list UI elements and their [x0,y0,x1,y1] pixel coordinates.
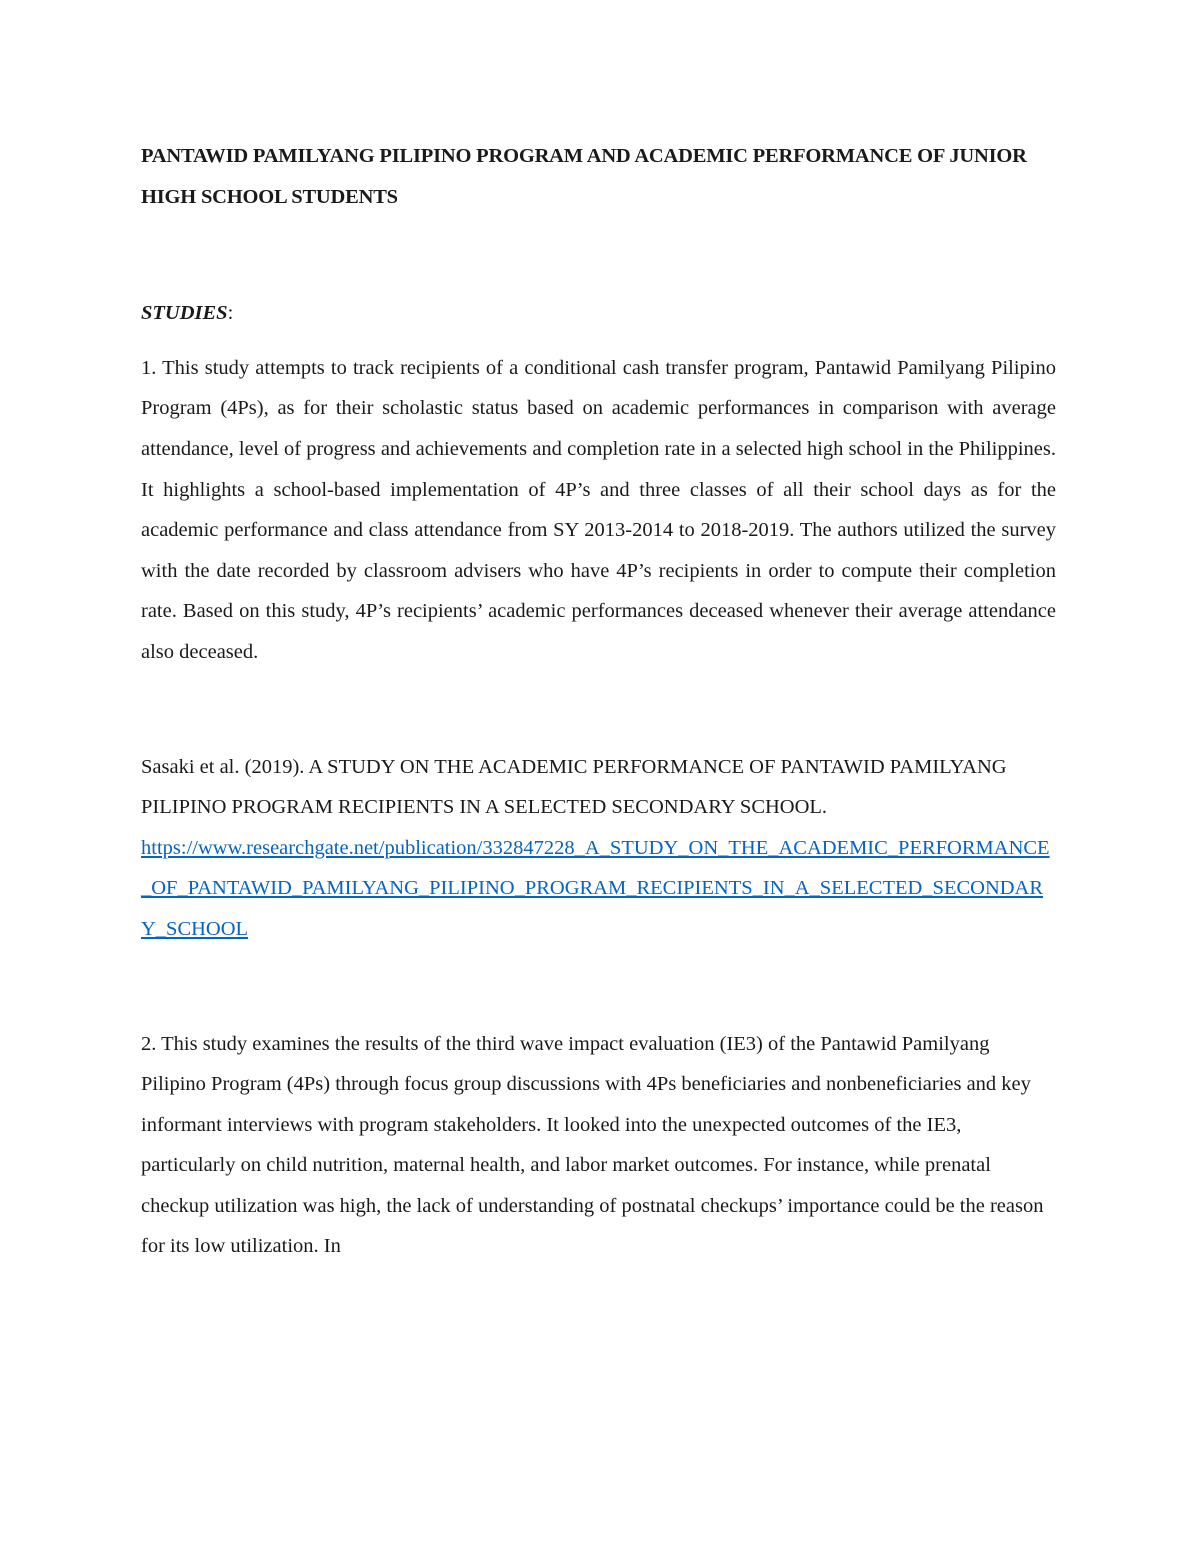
document-title: PANTAWID PAMILYANG PILIPINO PROGRAM AND ACADEMIC PERFORMANCE OF JUNIOR HIGH SCHOOL STUDENTS [141,145,1027,208]
study-1-paragraph: 1. This study attempts to track recipients of a conditional cash transfer program, Pantawid Pamilyang Pilipino Program (4Ps), as for their scholastic status based on academic performances in comparison with average attendance, level of progress and achievements and completion rate in a selected high school in the Philippines. It highlights a school-based implementation of 4P’s and three classes of all their school days as for the academic performance and class attendance from SY 2013-2014 to 2018-2019. The authors utilized the survey with the date recorded by classroom advisers who have 4P’s recipients in order to compute their completion rate. Based on this study, 4P’s recipients’ academic performances deceased whenever their average attendance also deceased. [141,356,1056,663]
document-body [141,136,1056,1267]
section-heading [141,293,1056,334]
study-2-paragraph: 2. This study examines the results of the third wave impact evaluation (IE3) of the Pantawid Pamilyang Pilipino Program (4Ps) through focus group discussions with 4Ps beneficiaries and nonbeneficiaries and key informant interviews with program stakeholders. It looked into the unexpected outcomes of the IE3, particularly on child nutrition, maternal health, and labor market outcomes. For instance, while prenatal checkup utilization was high, the lack of understanding of postnatal checkups’ importance could be the reason for its low utilization. In [141,1032,1044,1258]
section-heading-label: STUDIES [141,302,228,325]
study-1-link[interactable]: https://www.researchgate.net/publication/332847228_A_STUDY_ON_THE_ACADEMIC_PERFORMANCE_OF_PANTAWID_PAMILYANG_PILIPINO_PROGRAM_RECIPIENTS_IN_A_SELECTED_SECONDARY_SCHOOL [141,836,1050,940]
study-1-citation: Sasaki et al. (2019). A STUDY ON THE ACADEMIC PERFORMANCE OF PANTAWID PAMILYANG PILIPINO PROGRAM RECIPIENTS IN A SELECTED SECONDARY SCHOOL. [141,755,1007,819]
section-heading-colon: : [227,302,234,325]
